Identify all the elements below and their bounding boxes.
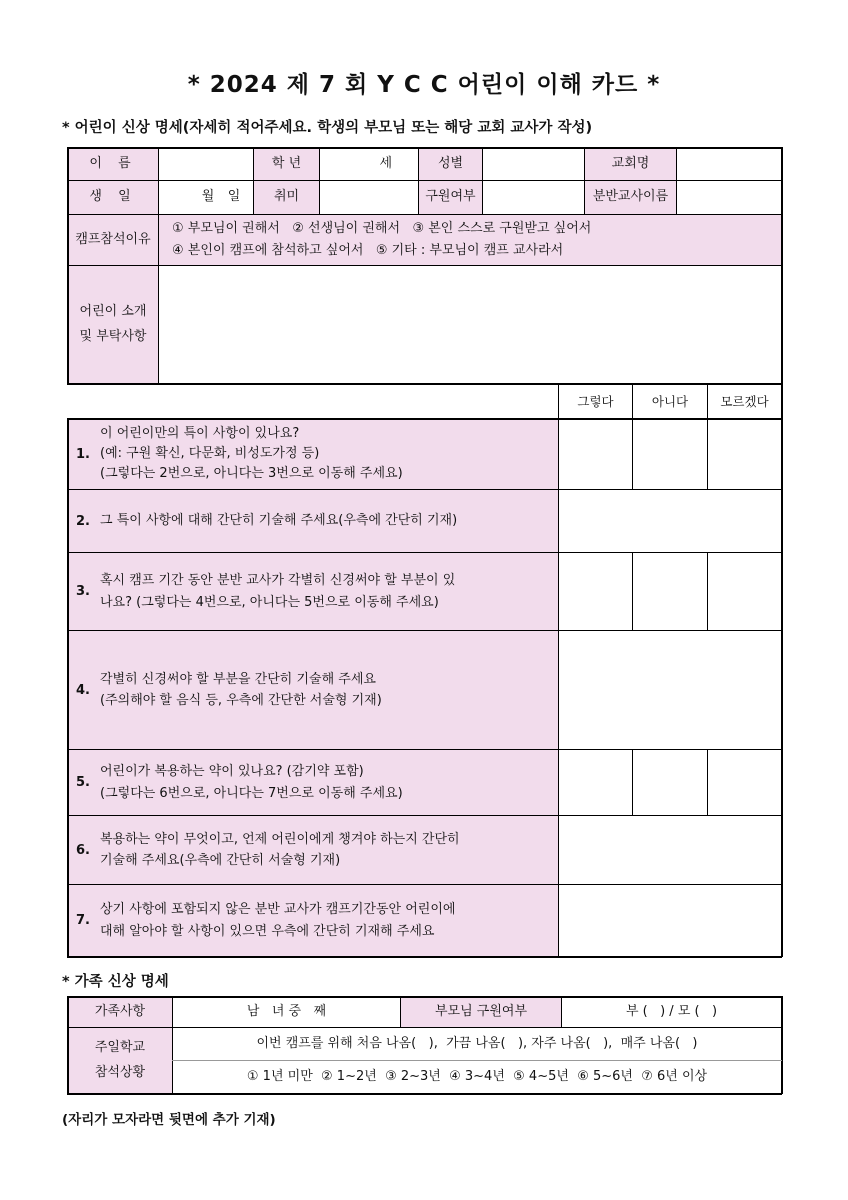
question-1-text (100, 419, 556, 489)
question-7-line-1: 상기 사항에 포함되지 않은 분반 교사가 캠프기간동안 어린이에 (100, 902, 456, 918)
question-1-number: 1. (76, 446, 90, 462)
camp-reason-line-2: ④ 본인이 캠프에 참석하고 싶어서 ⑤ 기타 : 부모님이 캠프 교사라서 (172, 243, 564, 258)
teacher-name-label: 분반교사이름 (592, 189, 669, 205)
question-5-yes-cell[interactable] (559, 750, 632, 815)
question-1-line-3: (그렇다는 2번으로, 아니다는 3번으로 이동해 주세요) (100, 466, 403, 482)
question-5-line-2: (그렇다는 6번으로, 아니다는 7번으로 이동해 주세요) (100, 785, 403, 801)
family-label: 가족사항 (94, 1003, 146, 1019)
question-5-line-1: 어린이가 복용하는 약이 있나요? (감기약 포함) (100, 764, 364, 780)
question-3-number: 3. (76, 584, 90, 599)
name-field[interactable] (159, 148, 253, 180)
question-7-number: 7. (76, 913, 90, 928)
column-unknown: 모르겠다 (720, 394, 769, 409)
question-3-no-cell[interactable] (633, 553, 707, 630)
grade-label: 학 년 (271, 155, 302, 171)
church-field[interactable] (677, 148, 781, 180)
question-3-line-1: 혹시 캠프 기간 동안 분반 교사가 각별히 신경써야 할 부분이 있 (100, 573, 456, 589)
question-4-line-2: (주의해야 할 음식 등, 우측에 간단한 서술형 기재) (100, 693, 382, 708)
question-4-number: 4. (76, 682, 90, 698)
question-2-number: 2. (76, 513, 90, 529)
section-heading-child-title: * 어린이 신상 명세 (62, 120, 183, 136)
section-heading-family: * 가족 신상 명세 (62, 974, 169, 990)
age-unit: 세 (379, 155, 392, 171)
child-intro-label-line-1: 어린이 소개 (79, 303, 147, 319)
question-6-answer-field[interactable] (559, 816, 781, 884)
birthday-label: 생 일 (89, 189, 137, 205)
section-heading-child (62, 116, 592, 137)
salvation-label: 구원여부 (425, 189, 476, 205)
footer-note: (자리가 모자라면 뒷면에 추가 기재) (62, 1112, 276, 1128)
question-7-text (100, 885, 556, 956)
child-intro-label-line-2: 및 부탁사항 (79, 328, 147, 344)
question-4-answer-field[interactable] (559, 631, 781, 749)
question-5-number: 5. (76, 775, 90, 790)
column-no: 아니다 (651, 394, 689, 409)
question-2-answer-field[interactable] (559, 490, 781, 552)
question-6-text (100, 816, 556, 884)
question-6-line-2: 기술해 주세요(우측에 간단히 서술형 기재) (100, 853, 341, 868)
question-1-unknown-cell[interactable] (708, 419, 781, 489)
age-field[interactable] (320, 148, 418, 180)
question-2-text: 그 특이 사항에 대해 간단히 기술해 주세요(우측에 간단히 기재) (100, 513, 458, 529)
camp-reason-label: 캠프참석이유 (75, 231, 151, 247)
sunday-attendance-frequency[interactable]: 이번 캠프를 위해 처음 나옴( ), 가끔 나옴( ), 자주 나옴( ), 매주 나옴( ) (256, 1035, 698, 1051)
day-unit: 일 (227, 189, 241, 205)
sunday-attendance-duration[interactable]: ① 1년 미만 ② 1~2년 ③ 2~3년 ④ 3~4년 ⑤ 4~5년 ⑥ 5~6년 ⑦ 6년 이상 (246, 1068, 708, 1084)
question-3-text (100, 553, 556, 630)
question-4-text (100, 631, 556, 749)
child-intro-label (68, 266, 158, 383)
camp-reason-options[interactable] (172, 215, 777, 265)
salvation-field[interactable] (483, 181, 584, 214)
camp-reason-line-1: ① 부모님이 권해서 ② 선생님이 권해서 ③ 본인 스스로 구원받고 싶어서 (172, 220, 592, 236)
hobby-field[interactable] (320, 181, 418, 214)
birthday-field[interactable] (159, 181, 253, 214)
question-7-line-2: 대해 알아야 할 사항이 있으면 우측에 간단히 기재해 주세요 (100, 923, 435, 939)
hobby-label: 취미 (273, 189, 300, 205)
question-5-no-cell[interactable] (633, 750, 707, 815)
child-intro-field[interactable] (159, 266, 781, 383)
name-label: 이 름 (89, 155, 137, 171)
gender-label: 성별 (437, 155, 464, 171)
column-yes: 그렇다 (577, 394, 614, 409)
sunday-school-label-line-1: 주일학교 (94, 1039, 146, 1055)
question-5-text (100, 750, 556, 815)
section-heading-child-note: (자세히 적어주세요. 학생의 부모님 또는 해당 교회 교사가 작성) (182, 120, 593, 136)
page-title: * 2024 제 7 회 Y C C 어린이 이해 카드 * (187, 72, 661, 98)
gender-field[interactable] (483, 148, 584, 180)
parent-salvation-field[interactable]: 부 ( ) / 모 ( ) (625, 1003, 718, 1019)
question-3-line-2: 나요? (그렇다는 4번으로, 아니다는 5번으로 이동해 주세요) (100, 594, 439, 610)
question-6-line-1: 복용하는 약이 무엇이고, 언제 어린이에게 챙겨야 하는지 간단히 (100, 831, 460, 847)
question-4-line-1: 각별히 신경써야 할 부분을 간단히 기술해 주세요 (100, 671, 376, 687)
question-6-number: 6. (76, 842, 90, 858)
church-label: 교회명 (611, 155, 650, 171)
sunday-school-label-line-2: 참석상황 (94, 1064, 146, 1080)
question-1-no-cell[interactable] (633, 419, 707, 489)
month-unit: 월 (201, 189, 215, 205)
question-3-unknown-cell[interactable] (708, 553, 781, 630)
sunday-school-label (68, 1028, 172, 1093)
question-1-line-2: (예: 구원 확신, 다문화, 비성도가정 등) (100, 445, 320, 461)
family-value-field[interactable]: 남 녀 중 째 (246, 1003, 327, 1019)
question-5-unknown-cell[interactable] (708, 750, 781, 815)
question-3-yes-cell[interactable] (559, 553, 632, 630)
parent-salvation-label: 부모님 구원여부 (434, 1003, 528, 1019)
teacher-name-field[interactable] (677, 181, 781, 214)
question-7-answer-field[interactable] (559, 885, 781, 956)
question-1-yes-cell[interactable] (559, 419, 632, 489)
question-1-line-1: 이 어린이만의 특이 사항이 있나요? (100, 425, 300, 441)
